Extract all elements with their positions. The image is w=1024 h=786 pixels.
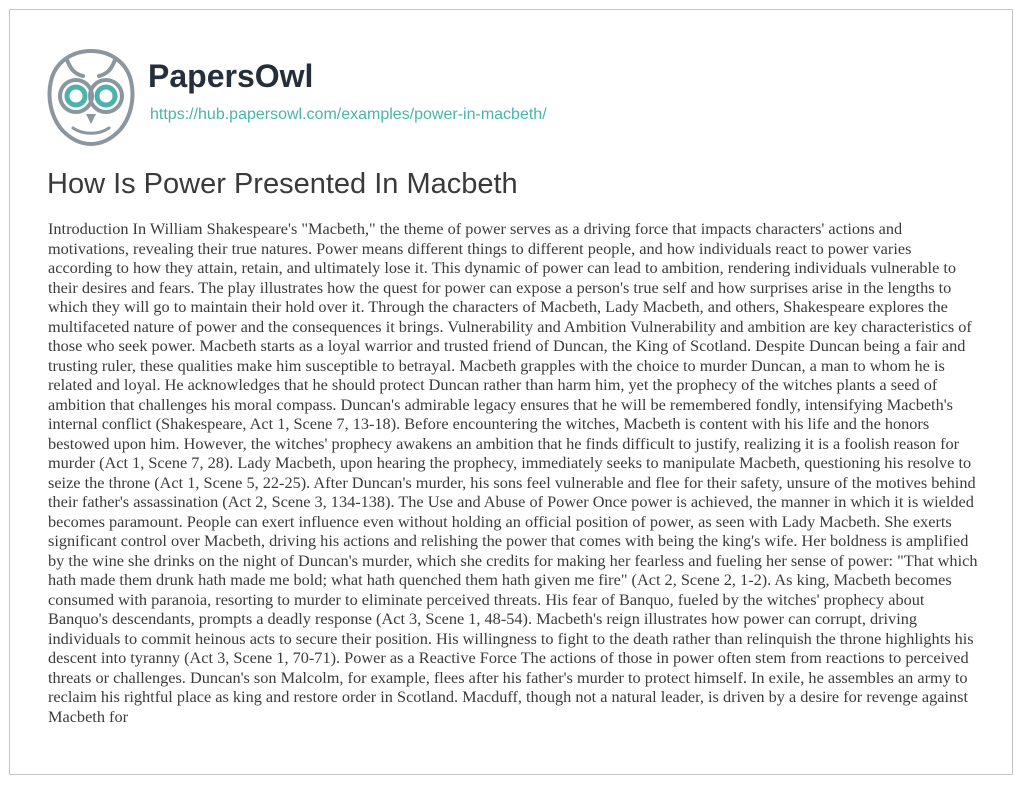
essay-title: How Is Power Presented In Macbeth [47,168,518,200]
brand-name: PapersOwl [148,58,314,94]
essay-body: Introduction In William Shakespeare's "Macbeth," the theme of power serves as a driving force that impacts characters' actions and motivations, revealing their true natures. Power means different things to different people, and how individuals react to power varies according to how they attain, retain, and ultimately lose it. This dynamic of power can lead to ambition, rendering individuals vulnerable to their desires and fears. The play illustrates how the quest for power can expose a person's true self and how surprises arise in the lengths to which they will go to maintain their hold over it. Through the characters of Macbeth, Lady Macbeth, and others, Shakespeare explores the multifaceted nature of power and the consequences it brings. Vulnerability and Ambition Vulnerability and ambition are key characteristics of those who seek power. Macbeth starts as a loyal warrior and trusted friend of Duncan, the King of Scotland. Despite Duncan being a fair and trusting ruler, these qualities make him susceptible to betrayal. Macbeth grapples with the choice to murder Duncan, a man to whom he is related and loyal. He acknowledges that he should protect Duncan rather than harm him, yet the prophecy of the witches plants a seed of ambition that challenges his moral compass. Duncan's admirable legacy ensures that he will be remembered fondly, intensifying Macbeth's internal conflict (Shakespeare, Act 1, Scene 7, 13-18). Before encountering the witches, Macbeth is content with his life and the honors bestowed upon him. However, the witches' prophecy awakens an ambition that he finds difficult to justify, realizing it is a foolish reason for murder (Act 1, Scene 7, 28). Lady Macbeth, upon hearing the prophecy, immediately seeks to manipulate Macbeth, questioning his resolve to seize the throne (Act 1, Scene 5, 22-25). After Duncan's murder, his sons feel vulnerable and flee for their safety, unsure of the motives behind their father's assassination (Act 2, Scene 3, 134-138). The Use and Abuse of Power Once power is achieved, the manner in which it is wielded becomes paramount. People can exert influence even without holding an official position of power, as seen with Lady Macbeth. She exerts significant control over Macbeth, driving his actions and relishing the power that comes with being the king's wife. Her boldness is amplified by the wine she drinks on the night of Duncan's murder, which she credits for making her fearless and fueling her sense of power: "That which hath made them drunk hath made me bold; what hath quenched them hath given me fire" (Act 2, Scene 2, 1-2). As king, Macbeth becomes consumed with paranoia, resorting to murder to eliminate perceived threats. His fear of Banquo, fueled by the witches' prophecy about Banquo's descendants, prompts a deadly response (Act 3, Scene 1, 48-54). Macbeth's reign illustrates how power can corrupt, driving individuals to commit heinous acts to secure their position. His willingness to fight to the death rather than relinquish the throne highlights his descent into tyranny (Act 3, Scene 1, 70-71). Power as a Reactive Force The actions of those in power often stem from reactions to perceived threats or challenges. Duncan's son Malcolm, for example, flees after his father's murder to protect himself. In exile, he assembles an army to reclaim his rightful place as king and restore order in Scotland. Macduff, though not a natural leader, is driven by a desire for revenge against Macbeth for [48,219,978,726]
source-url-link[interactable]: https://hub.papersowl.com/examples/power-in-macbeth/ [150,106,547,123]
owl-face-icon [45,48,137,146]
